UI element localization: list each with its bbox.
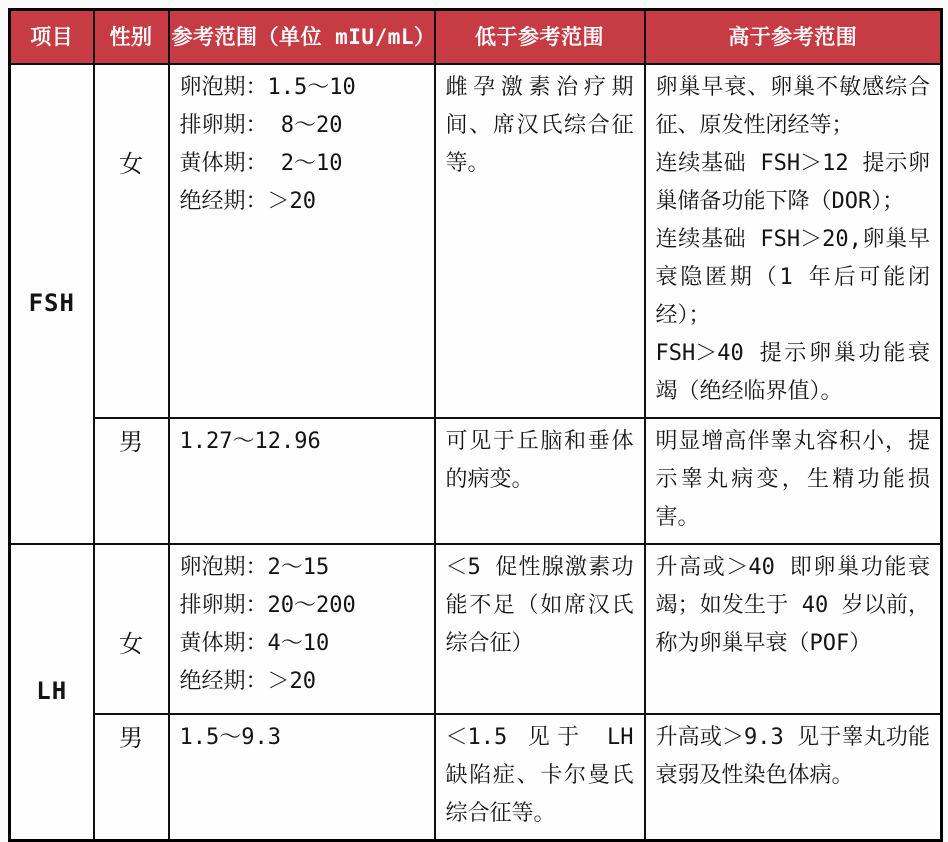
row-fsh-female (10, 64, 942, 418)
cell-fsh-male-ref: 1.27～12.96 (169, 418, 435, 544)
cell-lh-female-above: 升高或＞40 即卵巢功能衰竭；如发生于 40 岁以前，称为卵巢早衰（POF） (645, 544, 942, 714)
cell-lh-item: LH (10, 544, 94, 841)
above-paragraph: 连续基础 FSH＞20,卵巢早衰隐匿期（1 年后可能闭经）； (655, 226, 930, 328)
ref-line-ovulation: 排卵期： 8～20 (179, 112, 343, 138)
cell-lh-male-above: 升高或＞9.3 见于睾丸功能衰弱及性染色体病。 (645, 714, 942, 841)
above-paragraph: 连续基础 FSH＞12 提示卵巢储备功能下降（DOR）； (655, 150, 930, 214)
ref-line-follicular: 卵泡期：2～15 (179, 554, 330, 580)
cell-lh-male-below: ＜1.5 见于 LH 缺陷症、卡尔曼氏综合征等。 (435, 714, 645, 841)
cell-lh-male-ref: 1.5～9.3 (169, 714, 435, 841)
header-cell-item: 项目 (10, 10, 94, 64)
cell-fsh-female-sex: 女 (94, 64, 169, 418)
cell-fsh-male-above: 明显增高伴睾丸容积小，提示睾丸病变，生精功能损害。 (645, 418, 942, 544)
cell-lh-female-sex: 女 (94, 544, 169, 714)
ref-line-menopause: 绝经期：＞20 (179, 668, 316, 694)
cell-fsh-female-below: 雌孕激素治疗期间、席汉氏综合征等。 (435, 64, 645, 418)
cell-lh-female-ref (169, 544, 435, 714)
above-paragraph: FSH＞40 提示卵巢功能衰竭（绝经临界值）。 (655, 340, 930, 404)
header-cell-sex: 性别 (94, 10, 169, 64)
above-paragraph: 卵巢早衰、卵巢不敏感综合征、原发性闭经等； (655, 74, 930, 138)
cell-fsh-male-below: 可见于丘脑和垂体的病变。 (435, 418, 645, 544)
cell-lh-female-below: ＜5 促性腺激素功能不足（如席汉氏综合征） (435, 544, 645, 714)
row-lh-male (10, 714, 942, 841)
cell-fsh-female-ref (169, 64, 435, 418)
header-cell-above-range: 高于参考范围 (645, 10, 942, 64)
table-header (10, 10, 942, 64)
header-cell-below-range: 低于参考范围 (435, 10, 645, 64)
row-lh-female (10, 544, 942, 714)
ref-line-luteal: 黄体期：4～10 (179, 630, 330, 656)
ref-line-follicular: 卵泡期：1.5～10 (179, 74, 356, 100)
header-row (10, 10, 942, 64)
row-fsh-male (10, 418, 942, 544)
table-body (10, 64, 942, 841)
ref-line-ovulation: 排卵期：20～200 (179, 592, 356, 618)
header-cell-ref-range: 参考范围（单位 mIU/mL） (169, 10, 435, 64)
cell-fsh-male-sex: 男 (94, 418, 169, 544)
cell-fsh-female-above (645, 64, 942, 418)
ref-line-luteal: 黄体期： 2～10 (179, 150, 343, 176)
cell-fsh-item: FSH (10, 64, 94, 544)
cell-lh-male-sex: 男 (94, 714, 169, 841)
ref-line-menopause: 绝经期：＞20 (179, 188, 316, 214)
hormone-reference-table (8, 8, 943, 842)
